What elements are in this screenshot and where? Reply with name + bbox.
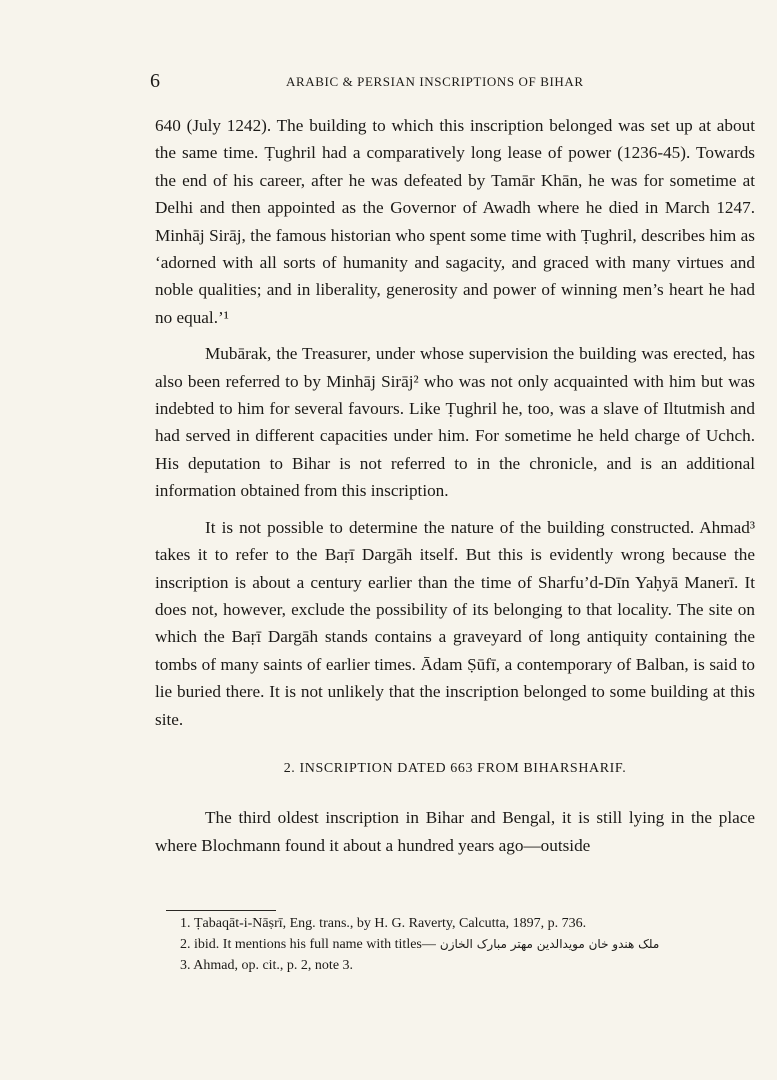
footnote-1: 1. Ṭabaqāt-i-Nāṣrī, Eng. trans., by H. G. Raverty, Calcutta, 1897, p. 736. bbox=[180, 916, 587, 931]
footnote-divider bbox=[166, 910, 276, 911]
paragraph-1: 640 (July 1242). The building to which this inscription belonged was set up at about the same time. Ṭughril had a comparatively long lease of power (1236-45). Towards the end of his career, after he was defeated by Tamār Khān, he was for sometime at Delhi and then appointed as the Governor of Awadh where he died in March 1247. Minhāj Sirāj, the famous historian who spent some time with Ṭughril, describes him as ‘adorned with all sorts of humanity and sagacity, and graced with many virtues and noble qualities; and in liberality, generosity and power of winning men’s heart he had no equal.’¹ bbox=[155, 116, 755, 327]
page-number: 6 bbox=[150, 70, 160, 92]
footnote-2-arabic: ملک هندو خان مویدالدین مهتر مبارک الخازن bbox=[439, 937, 660, 951]
main-text bbox=[155, 112, 755, 868]
footnote-2 bbox=[180, 934, 750, 955]
footnotes bbox=[180, 913, 750, 976]
section-heading: 2. INSCRIPTION DATED 663 FROM BIHARSHARIF. bbox=[283, 760, 627, 776]
footnote-3: 3. Ahmad, op. cit., p. 2, note 3. bbox=[180, 958, 354, 973]
paragraph-3: It is not possible to determine the nature of the building constructed. Ahmad³ takes it to refer to the Baṛī Dargāh itself. But this is evidently wrong because the inscription is about a century earlier than the time of Sharfu’d-Dīn Yaḥyā Manerī. It does not, however, exclude the possibility of its belonging to that locality. The site on which the Baṛī Dargāh stands contains a graveyard of long antiquity containing the tombs of many saints of earlier times. Ādam Ṣūfī, a contemporary of Balban, is said to lie buried there. It is not unlikely that the inscription belonged to some building at this site. bbox=[155, 517, 755, 729]
footnote-2-text: 2. ibid. It mentions his full name with titles— bbox=[180, 937, 436, 952]
page-header bbox=[150, 70, 620, 94]
paragraph-4: The third oldest inscription in Bihar and Bengal, it is still lying in the place where Blochmann found it about a hundred years ago—outside bbox=[155, 808, 755, 855]
running-head: ARABIC & PERSIAN INSCRIPTIONS OF BIHAR bbox=[286, 74, 584, 89]
paragraph-2: Mubārak, the Treasurer, under whose supervision the building was erected, has also been referred to by Minhāj Sirāj² who was not only acquainted with him but was indebted to him for several favours. Like Ṭughril he, too, was a slave of Iltutmish and had served in different capacities under him. For sometime he held charge of Uchch. His deputation to Bihar is not referred to in the chronicle, and is an additional information obtained from this inscription. bbox=[155, 344, 755, 501]
